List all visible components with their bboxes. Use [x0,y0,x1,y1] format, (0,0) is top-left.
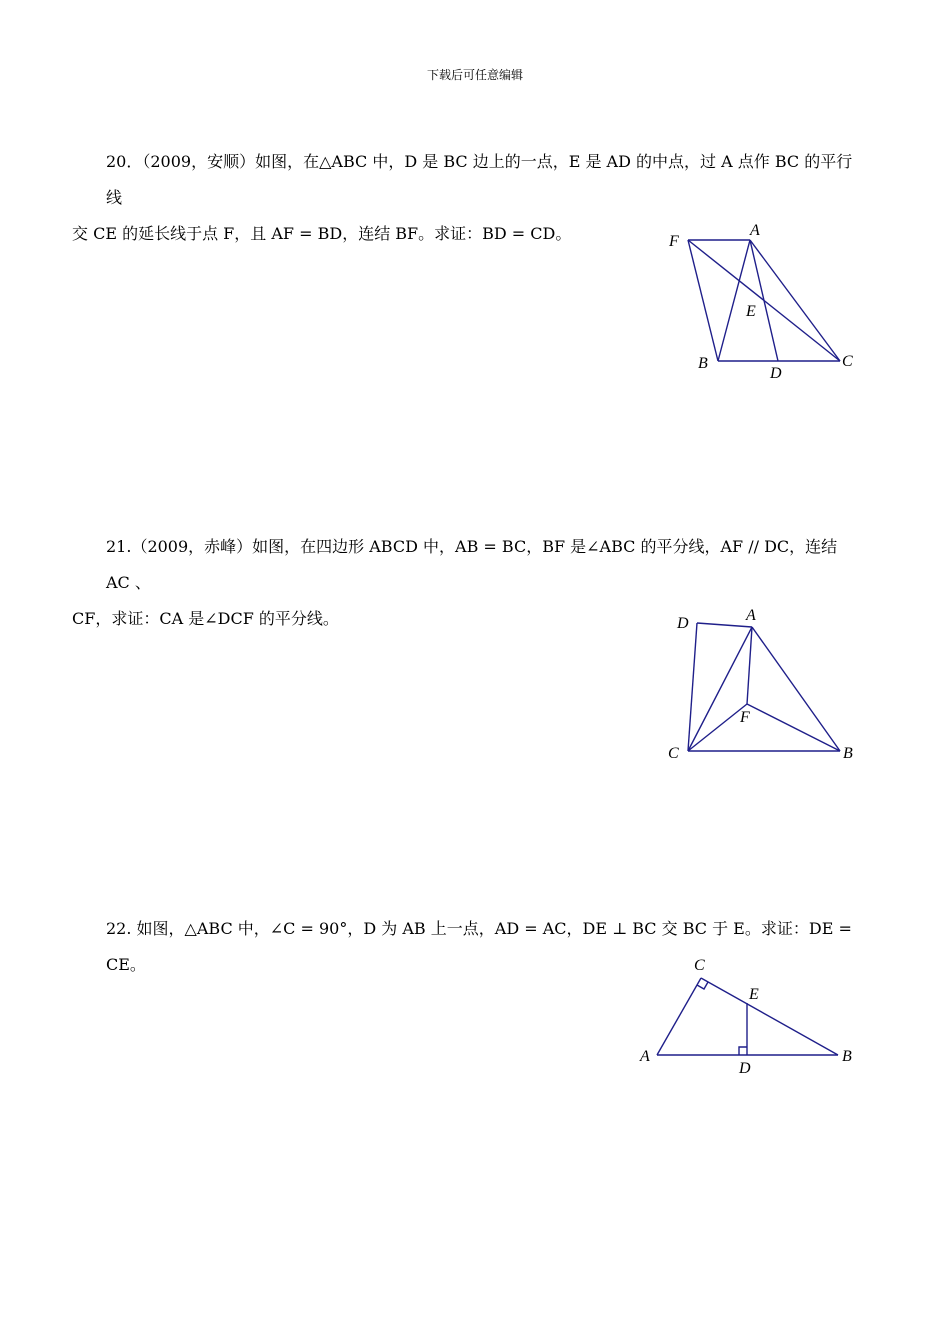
figure-20 [660,218,870,388]
problem-22-line-1: 22. 如图，△ABC 中，∠C = 90°，D 为 AB 上一点，AD = AC，DE ⊥ BC 交 BC 于 E。求证：DE = CE。 [106,919,852,974]
label-f: F [669,233,679,250]
label-e: E [749,986,759,1003]
segment-dc [688,623,697,751]
label-a: A [746,607,756,624]
problem-21-line-1: 21.（2009，赤峰）如图，在四边形 ABCD 中，AB = BC，BF 是∠ABC 的平分线，AF // DC，连结 AC 、 [106,537,838,592]
figure-21 [660,600,870,770]
label-a: A [640,1048,650,1065]
segment-ab [752,627,840,751]
label-a: A [750,222,760,239]
right-angle-marker-d [739,1047,747,1055]
label-d: D [677,615,689,632]
segment-bf [747,704,840,751]
segment-da [697,623,752,627]
segment-cf [688,704,747,751]
label-d: D [770,365,782,382]
segment-ab [718,240,750,361]
label-c: C [668,745,679,762]
segment-cb [701,978,838,1055]
label-b: B [843,745,853,762]
problem-20-line-1: 20．（2009，安顺）如图，在△ABC 中，D 是 BC 边上的一点，E 是 AD 的中点，过 A 点作 BC 的平行线 [106,152,853,207]
label-e: E [746,303,756,320]
segment-ac [688,627,752,751]
problem-21-line-2: CF，求证：CA 是∠DCF 的平分线。 [72,609,339,628]
problem-20-line-2: 交 CE 的延长线于点 F，且 AF = BD，连结 BF。求证：BD = CD。 [72,224,572,243]
label-f: F [740,709,750,726]
label-b: B [698,355,708,372]
label-c: C [842,353,853,370]
page-header: 下载后可任意编辑 [426,68,523,82]
segment-ac [657,978,701,1055]
label-b: B [842,1048,852,1065]
figure-22 [630,950,870,1080]
segment-af [747,627,752,704]
label-d: D [739,1060,751,1077]
label-c: C [694,957,705,974]
segment-fb [688,240,718,361]
